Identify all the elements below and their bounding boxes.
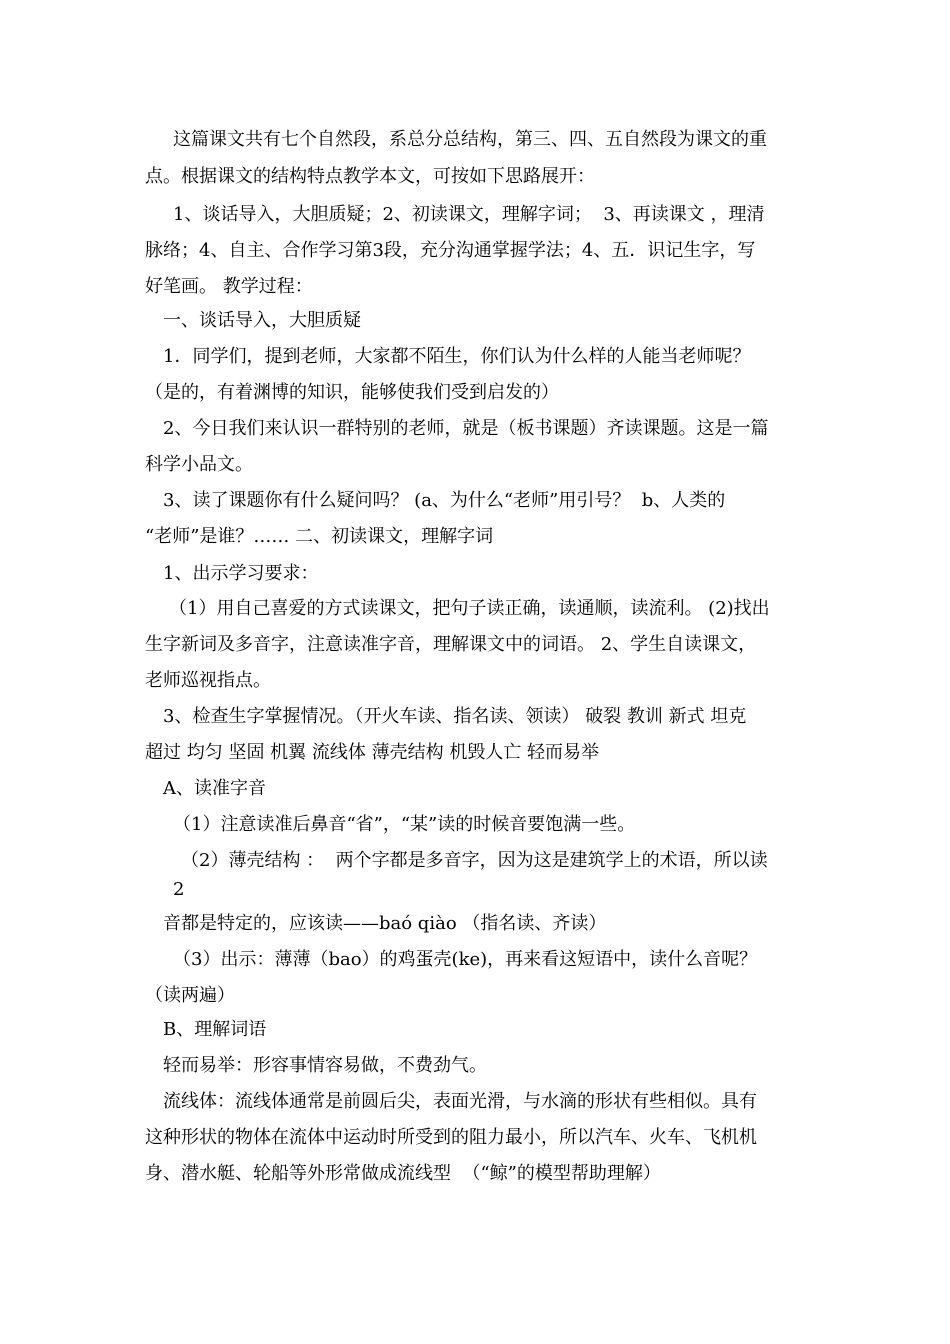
- subsection-heading: B、理解词语: [163, 1019, 267, 1040]
- text-line: 轻而易举：形容事情容易做，不费劲气。: [163, 1055, 487, 1076]
- text-line: 2: [173, 879, 185, 900]
- text-line: （2）薄壳结构 ： 两个字都是多音字，因为这是建筑学上的术语，所以读: [181, 850, 768, 871]
- subsection-heading: A、读准字音: [163, 778, 266, 799]
- text-line: 3、检查生字掌握情况。（开火车读、指名读、领读） 破裂 教训 新式 坦克: [163, 706, 747, 727]
- text-line: 1．同学们，提到老师，大家都不陌生，你们认为什么样的人能当老师呢？: [163, 346, 751, 367]
- text-line: （是的，有着渊博的知识，能够使我们受到启发的）: [145, 382, 559, 403]
- text-line: （读两遍）: [145, 985, 235, 1006]
- text-line: 老师巡视指点。: [145, 670, 271, 691]
- text-line: 生字新词及多音字，注意读准字音，理解课文中的词语。 2、学生自读课文，: [145, 634, 757, 655]
- text-line: 1、谈话导入，大胆质疑；2、初读课文，理解字词； 3、再读课文 ，理清: [173, 204, 765, 225]
- text-line: 这篇课文共有七个自然段，系总分总结构，第三、四、五自然段为课文的重: [173, 129, 767, 150]
- text-line: 3、读了课题你有什么疑问吗？ (a、为什么“老师”用引号？ b、人类的: [163, 490, 726, 511]
- text-line: 脉络；4、自主、合作学习第3段，充分沟通掌握学法；4、五．识记生字，写: [145, 240, 756, 261]
- text-line: 点。根据课文的结构特点教学本文，可按如下思路展开：: [145, 166, 595, 187]
- section-heading: 一、谈话导入，大胆质疑: [163, 310, 361, 331]
- text-line: 流线体：流线体通常是前圆后尖，表面光滑，与水滴的形状有些相似。具有: [163, 1091, 757, 1112]
- text-line: 科学小品文。: [145, 454, 253, 475]
- text-line: 1、出示学习要求：: [163, 563, 319, 584]
- text-line: 2、今日我们来认识一群特别的老师，就是（板书课题）齐读课题。这是一篇: [163, 418, 769, 439]
- text-line: “老师”是谁？…… 二、初读课文，理解字词: [145, 526, 494, 547]
- text-line: 身、潜水艇、轮船等外形常做成流线型 （“鲸”的模型帮助理解）: [145, 1163, 661, 1184]
- text-line: （3）出示：薄薄（bao）的鸡蛋壳(ke)，再来看这短语中，读什么音呢？: [173, 949, 758, 970]
- text-line: （1）用自己喜爱的方式读课文，把句子读正确，读通顺，读流利。 (2)找出: [169, 598, 770, 619]
- text-line: 这种形状的物体在流体中运动时所受到的阻力最小，所以汽车、火车、飞机机: [145, 1127, 757, 1148]
- text-line: 好笔画。 教学过程：: [145, 276, 313, 297]
- text-line: （1）注意读准后鼻音“省”，“某”读的时候音要饱满一些。: [173, 814, 636, 835]
- text-line: 超过 均匀 坚固 机翼 流线体 薄壳结构 机毁人亡 轻而易举: [145, 742, 600, 763]
- text-line: 音都是特定的，应该读——baó qiào （指名读、齐读）: [163, 913, 607, 934]
